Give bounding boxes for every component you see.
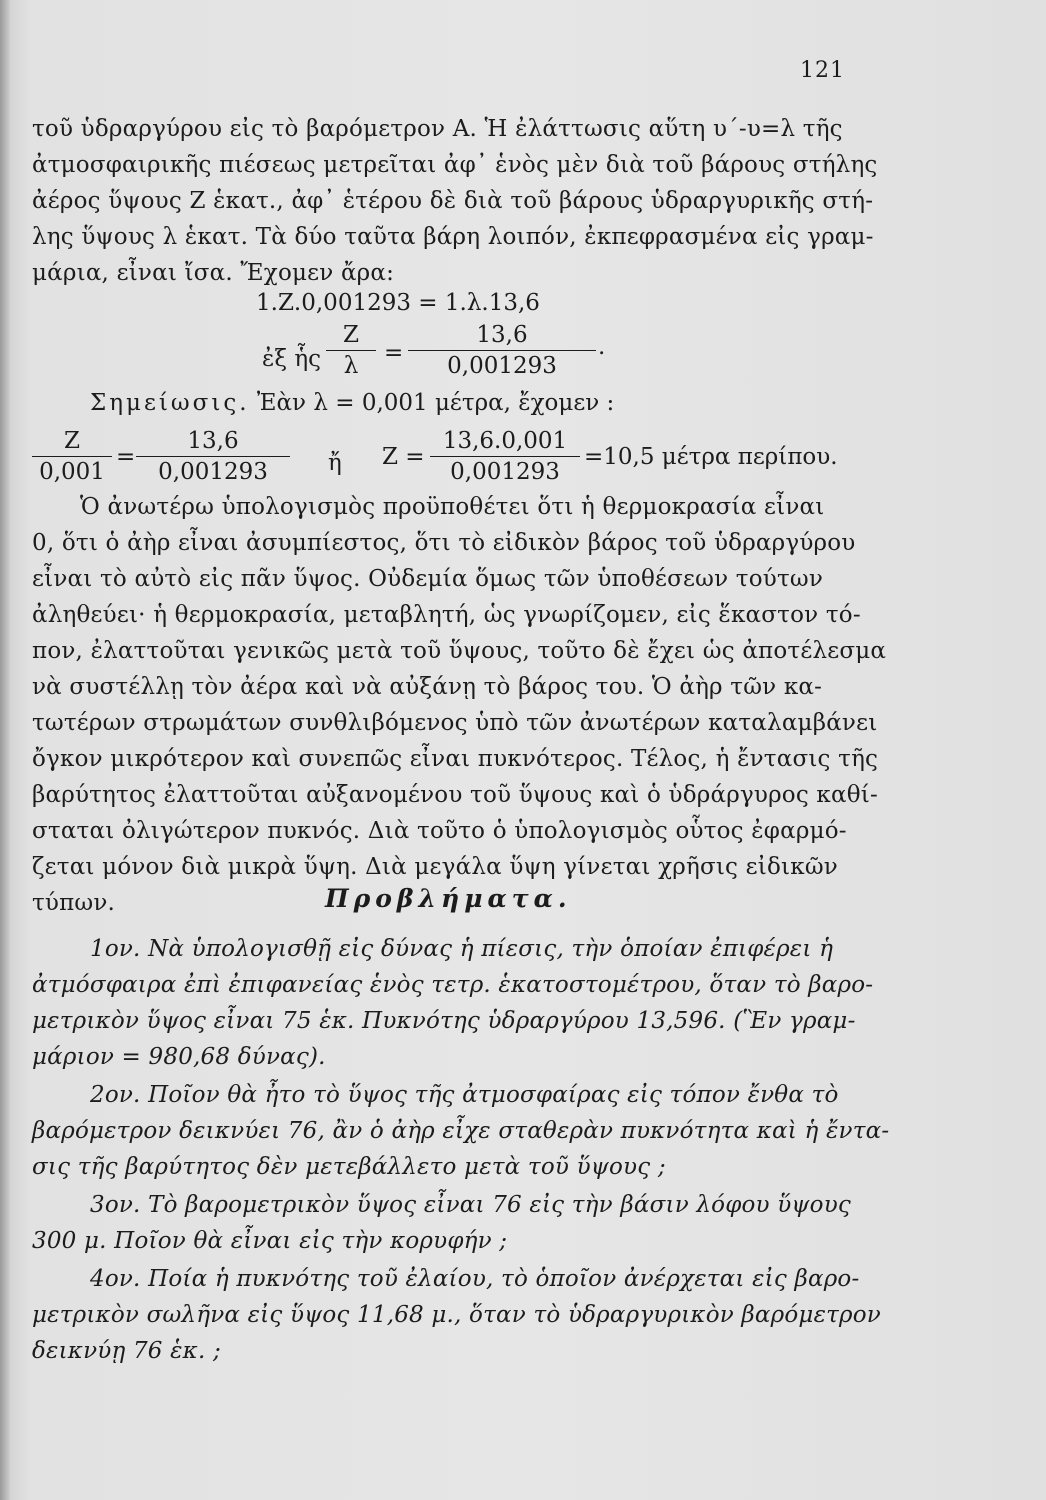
- problem-line: μάριον = 980,68 δύνας).: [32, 1044, 326, 1070]
- problem-line: βαρόμετρον δεικνύει 76, ἂν ὁ ἀὴρ εἶχε σταθερὰν πυκνότητα καὶ ἡ ἔντα-: [32, 1118, 890, 1144]
- text-line: 0, ὅτι ὁ ἀὴρ εἶναι ἀσυμπίεστος, ὅτι τὸ εἰδικὸν βάρος τοῦ ὑδραργύρου: [32, 530, 856, 556]
- fraction-numerator: 13,6.0,001: [430, 428, 580, 457]
- note-text: Ἐὰν λ = 0,001 μέτρα, ἔχομεν :: [256, 390, 615, 416]
- fraction-z-value: [430, 428, 580, 486]
- equation-1: 1.Ζ.0,001293 = 1.λ.13,6: [256, 290, 540, 316]
- problem-line: 4ον. Ποία ἡ πυκνότης τοῦ ἐλαίου, τὸ ὁποῖον ἀνέρχεται εἰς βαρο-: [90, 1266, 860, 1292]
- text-line: ἀτμοσφαιρικῆς πιέσεως μετρεῖται ἀφ᾽ ἑνὸς μὲν διὰ τοῦ βάρους στήλης: [32, 152, 878, 178]
- problem-line: 3ον. Τὸ βαρομετρικὸν ὕψος εἶναι 76 εἰς τὴν βάσιν λόφου ὕψους: [90, 1192, 851, 1218]
- fraction-denominator: 0,001293: [447, 353, 557, 379]
- fraction-denominator: λ: [343, 353, 359, 379]
- text-line: λης ὕψους λ ἑκατ. Τὰ δύο ταῦτα βάρη λοιπόν, ἐκπεφρασμένα εἰς γραμ-: [32, 224, 874, 250]
- text-line: νὰ συστέλλῃ τὸν ἀέρα καὶ νὰ αὐξάνῃ τὸ βάρος του. Ὁ ἀὴρ τῶν κα-: [32, 674, 823, 700]
- fraction-density-ratio: [408, 322, 596, 380]
- problem-line: 2ον. Ποῖον θὰ ἦτο τὸ ὕψος τῆς ἀτμοσφαίρας εἰς τόπον ἔνθα τὸ: [90, 1082, 839, 1108]
- text-line: βαρύτητος ἐλαττοῦται αὐξανομένου τοῦ ὕψους καὶ ὁ ὑδράργυρος καθί-: [32, 782, 878, 808]
- binding-edge: [0, 0, 10, 1500]
- z-equals: Ζ =: [382, 444, 425, 470]
- text-line: ὄγκον μικρότερον καὶ συνεπῶς εἶναι πυκνότερος. Τέλος, ἡ ἔντασις τῆς: [32, 746, 879, 772]
- text-line: πον, ἐλαττοῦται γενικῶς μετὰ τοῦ ὕψους, τοῦτο δὲ ἔχει ὡς ἀποτέλεσμα: [32, 638, 887, 664]
- text-line: μάρια, εἶναι ἴσα. Ἔχομεν ἄρα:: [32, 260, 395, 286]
- equals-sign: =: [116, 444, 136, 470]
- problem-line: μετρικὸν ὕψος εἶναι 75 ἑκ. Πυκνότης ὑδραργύρου 13,596. (Ἓν γραμ-: [32, 1008, 856, 1034]
- text-line: ἀληθεύει· ἡ θερμοκρασία, μεταβλητή, ὡς γνωρίζομεν, εἰς ἕκαστον τό-: [32, 602, 861, 628]
- problem-line: σις τῆς βαρύτητος δὲν μετεβάλλετο μετὰ τοῦ ὕψους ;: [32, 1154, 666, 1180]
- problem-line: ἀτμόσφαιρα ἐπὶ ἐπιφανείας ἑνὸς τετρ. ἑκατοστομέτρου, ὅταν τὸ βαρο-: [32, 972, 874, 998]
- note-line: [90, 390, 614, 416]
- problem-line: μετρικὸν σωλῆνα εἰς ὕψος 11,68 μ., ὅταν τὸ ὑδραργυρικὸν βαρόμετρον: [32, 1302, 881, 1328]
- period: .: [598, 334, 606, 360]
- equation-2-prefix: ἐξ ἧς: [262, 346, 321, 372]
- problem-line: δεικνύῃ 76 ἑκ. ;: [32, 1338, 221, 1364]
- text-line: ἀέρος ὕψους Ζ ἑκατ., ἀφ᾽ ἑτέρου δὲ διὰ τοῦ βάρους ὑδραργυρικῆς στή-: [32, 188, 874, 214]
- fraction-13-6: [136, 428, 290, 486]
- text-line: τύπων.: [32, 890, 116, 916]
- text-line: εἶναι τὸ αὐτὸ εἰς πᾶν ὕψος. Οὐδεμία ὅμως τῶν ὑποθέσεων τούτων: [32, 566, 823, 592]
- fraction-numerator: 13,6: [408, 322, 596, 351]
- text-line: ζεται μόνον διὰ μικρὰ ὕψη. Διὰ μεγάλα ὕψη γίνεται χρῆσις εἰδικῶν: [32, 854, 838, 880]
- page-number: 121: [800, 58, 845, 83]
- fraction-numerator: Ζ: [326, 322, 376, 351]
- fraction-numerator: 13,6: [136, 428, 290, 457]
- fraction-denominator: 0,001293: [158, 459, 268, 485]
- equals-sign: =: [384, 340, 404, 366]
- text-line: τοῦ ὑδραργύρου εἰς τὸ βαρόμετρον Α. Ἡ ἐλάττωσις αὕτη υ΄-υ=λ τῆς: [32, 116, 843, 142]
- problem-line: 300 μ. Ποῖον θὰ εἶναι εἰς τὴν κορυφήν ;: [32, 1228, 508, 1254]
- fraction-z-over-lambda: [326, 322, 376, 380]
- note-label: Σημείωσις.: [90, 390, 250, 416]
- text-line: τωτέρων στρωμάτων συνθλιβόμενος ὑπὸ τῶν ἀνωτέρων καταλαμβάνει: [32, 710, 878, 736]
- equation-3-result: =10,5 μέτρα περίπου.: [584, 444, 838, 470]
- text-line: σταται ὀλιγώτερον πυκνός. Διὰ τοῦτο ὁ ὑπολογισμὸς οὗτος ἐφαρμό-: [32, 818, 847, 844]
- text-line: Ὁ ἀνωτέρω ὑπολογισμὸς προϋποθέτει ὅτι ἡ θερμοκρασία εἶναι: [80, 494, 825, 520]
- fraction-numerator: Ζ: [32, 428, 112, 457]
- fraction-denominator: 0,001293: [450, 459, 560, 485]
- problem-line: 1ον. Νὰ ὑπολογισθῇ εἰς δύνας ἡ πίεσις, τὴν ὁποίαν ἐπιφέρει ἡ: [90, 936, 834, 962]
- fraction-denominator: 0,001: [39, 459, 105, 485]
- fraction-z-over-0001: [32, 428, 112, 486]
- problems-heading: Προβλήματα.: [325, 884, 572, 913]
- or-word: ἤ: [328, 450, 342, 476]
